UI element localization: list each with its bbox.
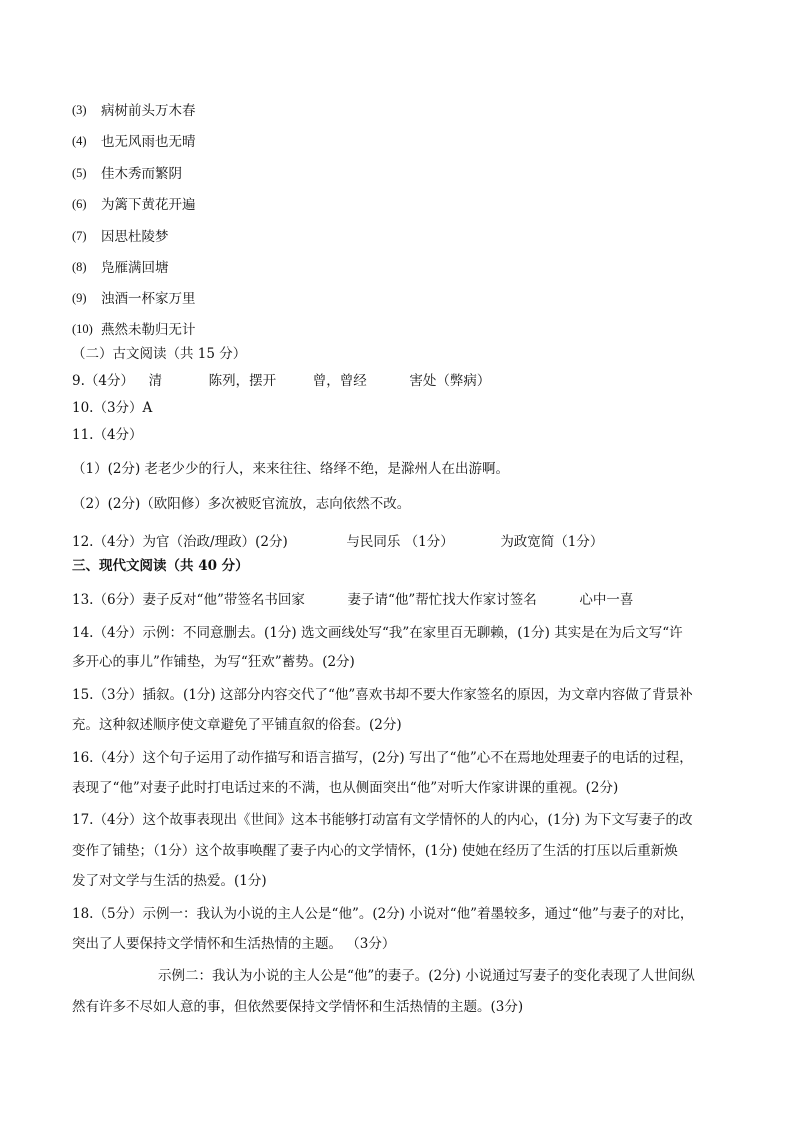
list-item-text: 浊酒一杯家万里 bbox=[101, 291, 196, 307]
list-item-text: 因思杜陵梦 bbox=[101, 229, 169, 245]
answer-item: 曾，曾经 bbox=[312, 373, 367, 389]
section-title: 三、现代文阅读（共 40 分） bbox=[72, 558, 249, 574]
list-item-text: 为篱下黄花开遍 bbox=[101, 197, 196, 213]
list-item-number: (6) bbox=[72, 197, 87, 211]
answer-q18-line: 然有许多不尽如人意的事，但依然要保持文学情怀和生活热情的主题。(3分) bbox=[72, 999, 524, 1015]
list-item-number: (3) bbox=[72, 103, 87, 117]
answer-item: 心中一喜 bbox=[579, 592, 634, 608]
answer-q17-line: 发了对文学与生活的热爱。(1分) bbox=[72, 873, 267, 889]
answer-item: 12.（4分）为官（治政/理政）(2分) bbox=[72, 534, 288, 550]
answer-q10: 10.（3分）A bbox=[72, 400, 153, 416]
answer-q17-line: 变作了铺垫；（1分）这个故事唤醒了妻子内心的文学情怀，(1分) 使她在经历了生活的打压以后重新焕 bbox=[72, 843, 678, 859]
answer-item: 与民同乐 （1分） bbox=[346, 534, 454, 550]
list-item-text: 佳木秀而繁阴 bbox=[101, 166, 182, 182]
answer-item: 陈列，摆开 bbox=[208, 373, 277, 389]
answer-q11-2: （2）(2分)（欧阳修）多次被贬官流放，志向依然不改。 bbox=[72, 496, 411, 512]
list-item-text: 燕然未勒归无计 bbox=[101, 322, 196, 338]
answer-item: 害处（弊病） bbox=[409, 373, 491, 389]
answer-q14-line: 多开心的事儿”作铺垫，为写“狂欢”蓄势。(2分) bbox=[72, 654, 355, 670]
answer-q18-line: 18.（5分）示例一：我认为小说的主人公是“他”。(2分) 小说对“他”着墨较多，通过“他”与妻子的对比， bbox=[72, 906, 694, 922]
answer-q9 bbox=[72, 372, 490, 390]
answer-q16-line: 16.（4分）这个句子运用了动作描写和语言描写，(2分) 写出了“他”心不在焉地处理妻子的电话的过程， bbox=[72, 750, 693, 766]
list-item-number: (7) bbox=[72, 229, 87, 243]
answer-q18-line: 示例二：我认为小说的主人公是“他”的妻子。(2分) 小说通过写妻子的变化表现了人世间纵 bbox=[158, 968, 695, 984]
list-item-text: 病树前头万木春 bbox=[101, 103, 196, 119]
list-item-number: (4) bbox=[72, 134, 87, 148]
answer-q15-line: 充。这种叙述顺序使文章避免了平铺直叙的俗套。(2分) bbox=[72, 717, 402, 733]
answer-q17-line: 17.（4分）这个故事表现出《世间》这本书能够打动富有文学情怀的人的内心，(1分) 为下文写妻子的改 bbox=[72, 812, 693, 828]
answer-q15-line: 15.（3分）插叙。(1分) 这部分内容交代了“他”喜欢书却不要大作家签名的原因，为文章内容做了背景补 bbox=[72, 687, 693, 703]
section-title: （二）古文阅读（共 15 分） bbox=[72, 346, 247, 362]
list-item-number: (8) bbox=[72, 260, 87, 274]
answer-item: 13.（6分）妻子反对“他”带签名书回家 bbox=[72, 592, 305, 608]
list-item-number: (10) bbox=[72, 322, 93, 336]
list-item-number: (9) bbox=[72, 291, 87, 305]
answer-item: 清 bbox=[148, 373, 163, 389]
answer-q11-1: （1）(2分) 老老少少的行人，来来往往、络绎不绝，是滁州人在出游啊。 bbox=[72, 461, 510, 477]
list-item-text: 凫雁满回塘 bbox=[101, 260, 169, 276]
answer-q16-line: 表现了“他”对妻子此时打电话过来的不满，也从侧面突出“他”对听大作家讲课的重视。(2分) bbox=[72, 780, 619, 796]
answer-item: 为政宽简（1分） bbox=[500, 534, 604, 550]
answer-q18-line: 突出了人要保持文学情怀和生活热情的主题。 （3分） bbox=[72, 936, 396, 952]
answer-q12 bbox=[72, 533, 603, 551]
answer-item: 妻子请“他”帮忙找大作家讨签名 bbox=[347, 592, 537, 608]
question-label: 11.（4分） bbox=[72, 427, 143, 443]
question-label: 9.（4分） bbox=[72, 373, 134, 389]
answer-q13 bbox=[72, 591, 633, 609]
list-item-text: 也无风雨也无晴 bbox=[101, 134, 196, 150]
list-item-number: (5) bbox=[72, 166, 87, 180]
answer-q14-line: 14.（4分）示例：不同意删去。(1分) 选文画线处写“我”在家里百无聊赖，(1分) 其实是在为后文写“许 bbox=[72, 625, 683, 641]
